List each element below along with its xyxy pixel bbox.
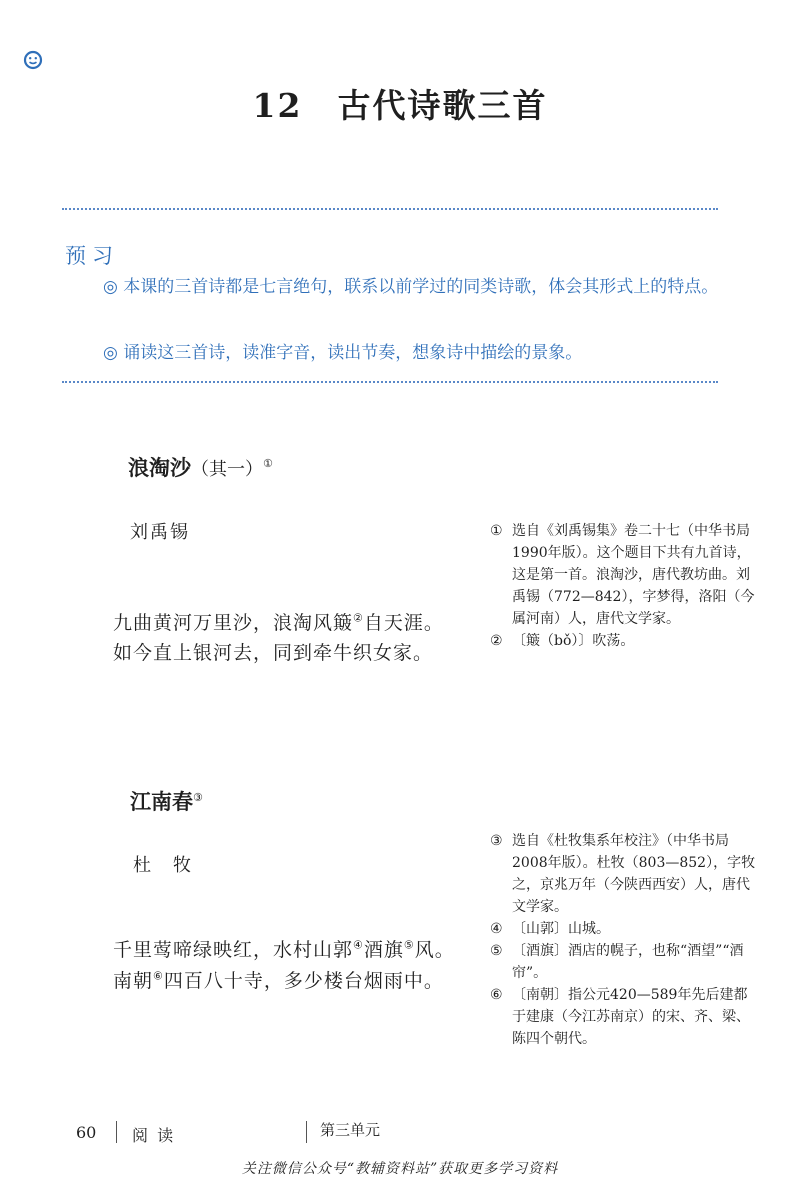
note-2-num: ② <box>490 633 503 649</box>
poem1-line-1 <box>113 608 444 635</box>
preview-heading: 预习 <box>65 244 119 268</box>
note-6 <box>490 984 760 1050</box>
note-5 <box>490 940 760 984</box>
note-1-num: ① <box>490 523 503 539</box>
poem2-line-2-b: 四百八十寺，多少楼台烟雨中。 <box>163 970 444 992</box>
poem1-title-note: ① <box>263 457 273 470</box>
poem1-subtitle: （其一） <box>191 459 263 480</box>
poem2-line-2-a: 南朝 <box>113 970 154 992</box>
chapter-title: 12 古代诗歌三首 <box>252 86 548 125</box>
divider-top <box>62 208 718 210</box>
poem1-line-1-a: 九曲黄河万里沙，浪淘风簸 <box>113 612 354 634</box>
page-number: 60 <box>76 1123 97 1142</box>
poem2-line-1-b: 酒旗 <box>363 939 404 961</box>
note-6-text: 〔南朝〕指公元420—589年先后建都于建康（今江苏南京）的宋、齐、梁、陈四个朝代。 <box>512 987 750 1047</box>
preview-paragraph-2: ◎ 诵读这三首诗，读准字音，读出节奏，想象诗中描绘的景象。 <box>103 343 583 363</box>
poem1-line-1-b: 自天涯。 <box>363 612 444 634</box>
footer-unit: 第三单元 <box>320 1121 381 1139</box>
poem2-title <box>130 786 203 816</box>
poem2-line-1-c: 风。 <box>414 939 455 961</box>
smiley-face-icon <box>23 50 43 70</box>
note-5-text: 〔酒旗〕酒店的幌子，也称“酒望”“酒帘”。 <box>512 943 744 981</box>
poem2-line-2-note: ⑥ <box>153 969 164 983</box>
poem1-line-1-note: ② <box>353 611 364 625</box>
poem2-title-note: ③ <box>193 791 203 804</box>
note-4-num: ④ <box>490 921 503 937</box>
bottom-banner: 关注微信公众号“教辅资料站”获取更多学习资料 <box>241 1161 559 1177</box>
poem2-line-1-note-2: ⑤ <box>403 938 415 952</box>
poem2-author: 杜 牧 <box>133 855 193 876</box>
notes-block-1 <box>490 520 760 652</box>
divider-bottom <box>62 381 718 383</box>
poem1-title-text: 浪淘沙 <box>128 456 191 480</box>
note-2-text: 〔簸（bǒ）〕吹荡。 <box>512 633 635 649</box>
note-3-num: ③ <box>490 833 503 849</box>
note-4 <box>490 918 760 940</box>
poem2-line-1-note-1: ④ <box>353 938 364 952</box>
footer-divider-2 <box>306 1121 307 1143</box>
note-3 <box>490 830 760 918</box>
note-5-num: ⑤ <box>490 943 503 959</box>
poem2-title-text: 江南春 <box>130 790 193 814</box>
note-1-text: 选自《刘禹锡集》卷二十七（中华书局1990年版）。这个题目下共有九首诗，这是第一首。浪淘沙，唐代教坊曲。刘禹锡（772—842），字梦得，洛阳（今属河南）人，唐代文学家。 <box>512 523 755 627</box>
note-4-text: 〔山郭〕山城。 <box>512 921 610 937</box>
preview-paragraph-1: ◎ 本课的三首诗都是七言绝句，联系以前学过的同类诗歌，体会其形式上的特点。 <box>103 277 719 297</box>
footer-divider-1 <box>116 1121 117 1143</box>
note-1 <box>490 520 760 630</box>
poem2-line-1-a: 千里莺啼绿映红，水村山郭 <box>113 939 354 961</box>
note-2 <box>490 630 760 652</box>
poem1-title <box>128 452 273 482</box>
poem1-author: 刘禹锡 <box>130 522 190 543</box>
note-6-num: ⑥ <box>490 987 503 1003</box>
note-3-text: 选自《杜牧集系年校注》（中华书局2008年版）。杜牧（803—852），字牧之，京兆万年（今陕西西安）人，唐代文学家。 <box>512 833 756 915</box>
notes-block-2 <box>490 830 760 1050</box>
footer-section: 阅 读 <box>132 1126 176 1145</box>
poem2-line-2 <box>113 966 444 993</box>
poem1-line-2: 如今直上银河去，同到牵牛织女家。 <box>113 642 434 664</box>
poem2-line-1 <box>113 935 455 962</box>
